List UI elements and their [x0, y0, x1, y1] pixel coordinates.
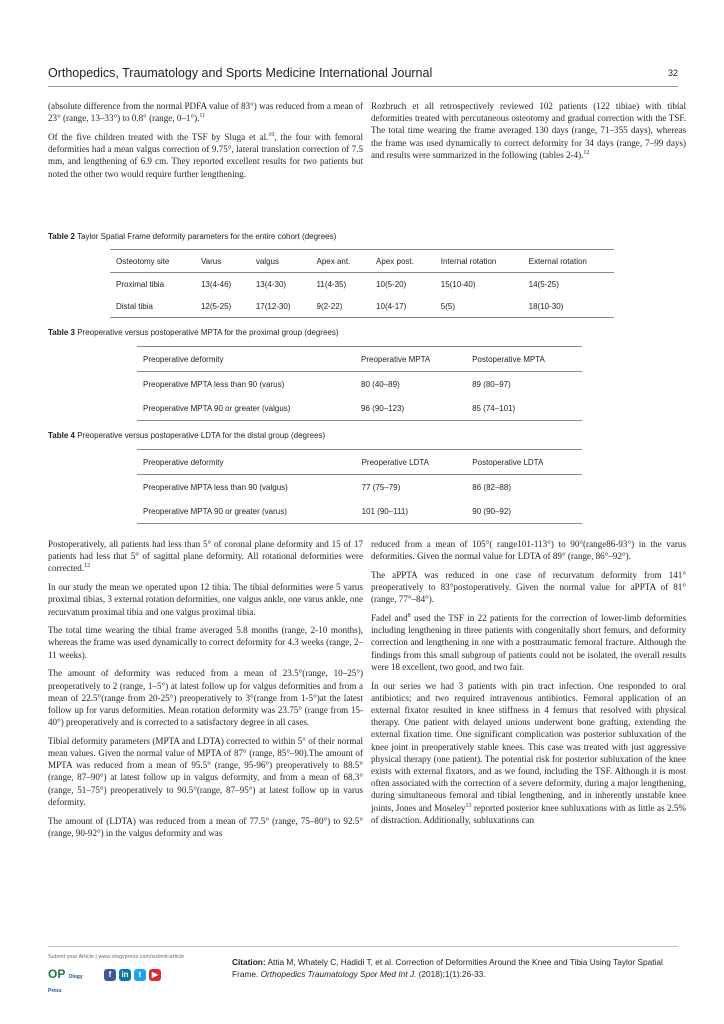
table-cell: 10(5-20): [376, 279, 407, 289]
table-cell: 11(4-35): [316, 279, 347, 289]
paragraph: [371, 100, 686, 161]
reference-marker[interactable]: 13: [465, 802, 472, 809]
column-header: Postoperative LDTA: [466, 450, 582, 475]
table-header-row: [137, 347, 582, 372]
citation: [232, 956, 678, 980]
table-header-row: [137, 450, 582, 475]
paragraph: [371, 680, 686, 826]
column-header: Apex post.: [370, 250, 435, 273]
reference-marker[interactable]: 11: [199, 113, 206, 120]
table-caption-text: Taylor Spatial Frame deformity parameters for the entire cohort (degrees): [77, 232, 337, 241]
table-row: [137, 372, 582, 397]
table-caption-text: Preoperative versus postoperative LDTA for the distal group (degrees): [77, 431, 326, 440]
table-cell: 90 (90–92): [466, 499, 582, 524]
reference-marker[interactable]: 12: [583, 149, 590, 156]
table-row: [110, 273, 614, 296]
table-4: [137, 449, 582, 524]
citation-journal: Orthopedics Traumatology Spor Med Int J.: [260, 969, 417, 979]
page-header: [48, 64, 678, 87]
journal-title: Orthopedics, Traumatology and Sports Medicine International Journal: [48, 66, 433, 80]
column-top-left: [48, 100, 363, 186]
column-header: Preoperative deformity: [137, 347, 355, 372]
table-label: Table 3: [48, 328, 75, 337]
twitter-icon[interactable]: t: [134, 969, 146, 981]
table-cell: Preoperative MPTA 90 or greater (varus): [137, 499, 356, 524]
paragraph: The amount of (LDTA) was reduced from a mean of 77.5° (range, 75–80°) to 92.5° (range, 90-92°) in the valgus deformity and was: [48, 815, 363, 838]
table-caption-text: Preoperative versus postoperative MPTA for the proximal group (degrees): [77, 328, 339, 337]
table-cell: 85 (74–101): [466, 396, 582, 421]
table-cell: 17(12-30): [250, 295, 311, 318]
linkedin-icon[interactable]: in: [119, 969, 131, 981]
column-header: Varus: [195, 250, 250, 273]
paragraph-text: Postoperatively, all patients had less than 5° of coronal plane deformity and 15 of 17 patients had less that 5° of sagittal plane deformity. All rotational deformities were corrected.: [48, 539, 363, 574]
logo-text: OP: [48, 967, 66, 981]
table-cell: 18(10-30): [523, 295, 614, 318]
table-cell: Proximal tibia: [116, 279, 165, 289]
page-number: 32: [667, 68, 678, 78]
column-header: Postoperative MPTA: [466, 347, 582, 372]
table-row: [137, 396, 582, 421]
table-row: [110, 295, 614, 318]
reference-marker[interactable]: 8: [407, 612, 411, 619]
reference-marker[interactable]: 10: [268, 131, 275, 138]
paragraph: The aPPTA was reduced in one case of recurvatum deformity from 141° preoperatively to 83°postoperatively. Given the normal value for aPPTA of 81° (range, 77°–84°).: [371, 569, 686, 605]
table-cell: 9(2-22): [311, 295, 371, 318]
table-cell: 80 (40–89): [361, 379, 400, 389]
table-cell: 14(5-25): [528, 279, 559, 289]
paragraph-text: used the TSF in 22 patients for the correction of lower-limb deformities including lengthening in three patients with congenitally short femurs, and deformity correction and lengthening in one with a posttraumatic femoral fracture. Although the findings from this small subgroup of patients could not be isolated, the overall results were 18 excellent, two good, and two fair.: [371, 613, 686, 672]
paragraph-text: Fadel and: [371, 613, 408, 624]
table-cell: 77 (75–79): [361, 482, 401, 492]
paragraph: [371, 612, 686, 673]
citation-year: (2018);1(1):26-33.: [416, 969, 486, 979]
table-cell: Preoperative MPTA 90 or greater (valgus): [137, 396, 355, 421]
table-cell: 5(5): [435, 295, 523, 318]
table-cell: 13(4-30): [255, 279, 287, 289]
table-2: [110, 249, 614, 318]
reference-marker[interactable]: 12: [84, 563, 91, 570]
table-cell: 101 (90–111): [356, 499, 467, 524]
paragraph-text: (absolute difference from the normal PDFA value of 83°) was reduced from a mean of 23° (range, 13–33°) to 0.8° (range, 0–1°).: [48, 101, 363, 124]
table-cell: 86 (82–88): [472, 482, 511, 492]
table-cell: 15(10-40): [440, 279, 476, 289]
table-cell: Preoperative MPTA less than 90 (varus): [143, 379, 285, 389]
paragraph-text: Rozbruch et all retrospectively reviewed 102 patients (122 tibiae) with tibial deformities treated with percutaneous osteotomy and gradual correction with the TSF. The total time wearing the frame averaged 130 days (range, 71–355 days), whereas the frame was used dynamically to correct deformity for 34 days (range, 7–99 days) and results were summarized in the following (tables 2-4).: [371, 101, 686, 160]
table-3: [137, 346, 582, 421]
paragraph: [48, 131, 363, 180]
paragraph-text: , the four with femoral deformities had a mean valgus correction of 9.75°, lateral translation correction of 7.5 mm, and lengthening of 6.9 cm. They reported excellent results for two patients but noted the other two would require further lengthening.: [48, 131, 363, 179]
column-header: Osteotomy site: [110, 250, 195, 273]
table-cell: Preoperative MPTA less than 90 (valgus): [143, 482, 288, 492]
column-header: Internal rotation: [435, 250, 523, 273]
table-cell: 10(4-17): [370, 295, 435, 318]
table-label: Table 2: [48, 232, 75, 241]
citation-label: Citation:: [232, 957, 266, 967]
column-bottom-right: [371, 538, 686, 832]
table-row: [137, 499, 582, 524]
facebook-icon[interactable]: f: [104, 969, 116, 981]
table-label: Table 4: [48, 431, 75, 440]
paragraph-text: Of the five children treated with the TSF by Sluga et al.: [48, 131, 269, 142]
paragraph-text: In our series we had 3 patients with pin tract infection. One responded to oral antibiotics; and two required intravenous antibiotics. Femoral application of an external fixator resulted in knee stiffness in 4 femurs that resolved with physical therapy. One patient with delayed unions underwent bone grafting, extending the external fixation time. One significant complication was posterior subluxation of the knee joint in preoperatively stable knees. This case was treated with just aggressive physical therapy (one patient). The potential risk for posterior subluxation of the knee exists with external fixators, and as we found, including the TSF. Although it is most often associated with the correction of a severe deformity, during a major lengthening, during simultaneous femoral and tibial lengthening, and in inherently unstable knee joints, Jones and Moseley: [371, 680, 686, 813]
paragraph: reduced from a mean of 105°( range101-113°) to 90°(range86-93°) in the varus deformities. Given the normal value for LDTA of 89° (range, 86°–92°).: [371, 539, 686, 562]
paragraph: [48, 100, 363, 124]
table-row: [137, 475, 582, 500]
table-cell: 96 (90–123): [355, 396, 466, 421]
paragraph-text: reported posterior knee subluxations with as little as 2.5% of distraction. Additionally, subluxations can: [371, 802, 686, 825]
paragraph: The total time wearing the tibial frame averaged 5.8 months (range, 2-10 months), whereas the frame was used dynamically to correct deformity for 4.3 weeks (range, 2–11 weeks).: [48, 625, 363, 660]
column-header: External rotation: [523, 250, 614, 273]
table-cell: 89 (80–97): [472, 379, 511, 389]
table2-caption: [48, 232, 336, 241]
paragraph: In our study the mean we operated upon 12 tibia. The tibial deformities were 5 varus proximal tibias, 3 external rotation deformities, one valgus ankle, one varus ankle, one recurvatum proximal tibia and one valgus proximal tibia.: [48, 582, 363, 617]
logo-subtext: Ology Press: [48, 974, 83, 994]
table4-caption: [48, 431, 325, 440]
table-header-row: [110, 250, 614, 273]
publisher-logo: [48, 967, 88, 994]
page-footer: [48, 946, 678, 1007]
table3-caption: [48, 328, 339, 337]
column-header: Preoperative LDTA: [356, 450, 467, 475]
citation-text: Attia M, Whately C, Hadidi T, et al. Correction of Deformities Around the Knee and Tibia Using Taylor Spatial Frame.: [232, 957, 663, 979]
table-cell: 13(4-46): [200, 279, 232, 289]
column-header: Preoperative MPTA: [355, 347, 466, 372]
paragraph: [48, 538, 363, 575]
column-bottom-left: [48, 538, 363, 845]
table-cell: 12(5-25): [195, 295, 250, 318]
submit-article-link[interactable]: Submit your Article | www.ologypress.com/submit-article: [48, 954, 185, 960]
column-header: Preoperative deformity: [137, 450, 356, 475]
column-header: Apex ant.: [311, 250, 371, 273]
table-cell: Distal tibia: [110, 295, 195, 318]
paragraph: The amount of deformity was reduced from a mean of 23.5°(range, 10–25°) preoperatively to 2 (range, 1–5°) at latest follow up for valgus deformities and from a mean of 22.5°(range from 20-25°) preoperatively to 3°(range from 1-5°)at the latest follow up for varus deformities. Mean rotation deformity was 23.75° (range from 15-40°) preoperatively and is corrected to a satisfactory degree in all cases.: [48, 668, 363, 728]
paragraph: Tibial deformity parameters (MPTA and LDTA) corrected to within 5° of their normal mean values. Given the normal value of MPTA of 87° (range, 85°–90).The amount of MPTA was reduced from a mean of 95.5° (range, 95-96°) preoperatively to 88.5° (range, 87–90°) at latest follow up in valgus deformity, and from a mean of 68.3° (range, 51–75°) preoperatively to 90.5°(range, 87–95°) at latest follow up in varus deformity.: [48, 735, 363, 807]
column-header: valgus: [250, 250, 311, 273]
youtube-icon[interactable]: ▶: [149, 969, 161, 981]
column-top-right: [371, 100, 686, 168]
